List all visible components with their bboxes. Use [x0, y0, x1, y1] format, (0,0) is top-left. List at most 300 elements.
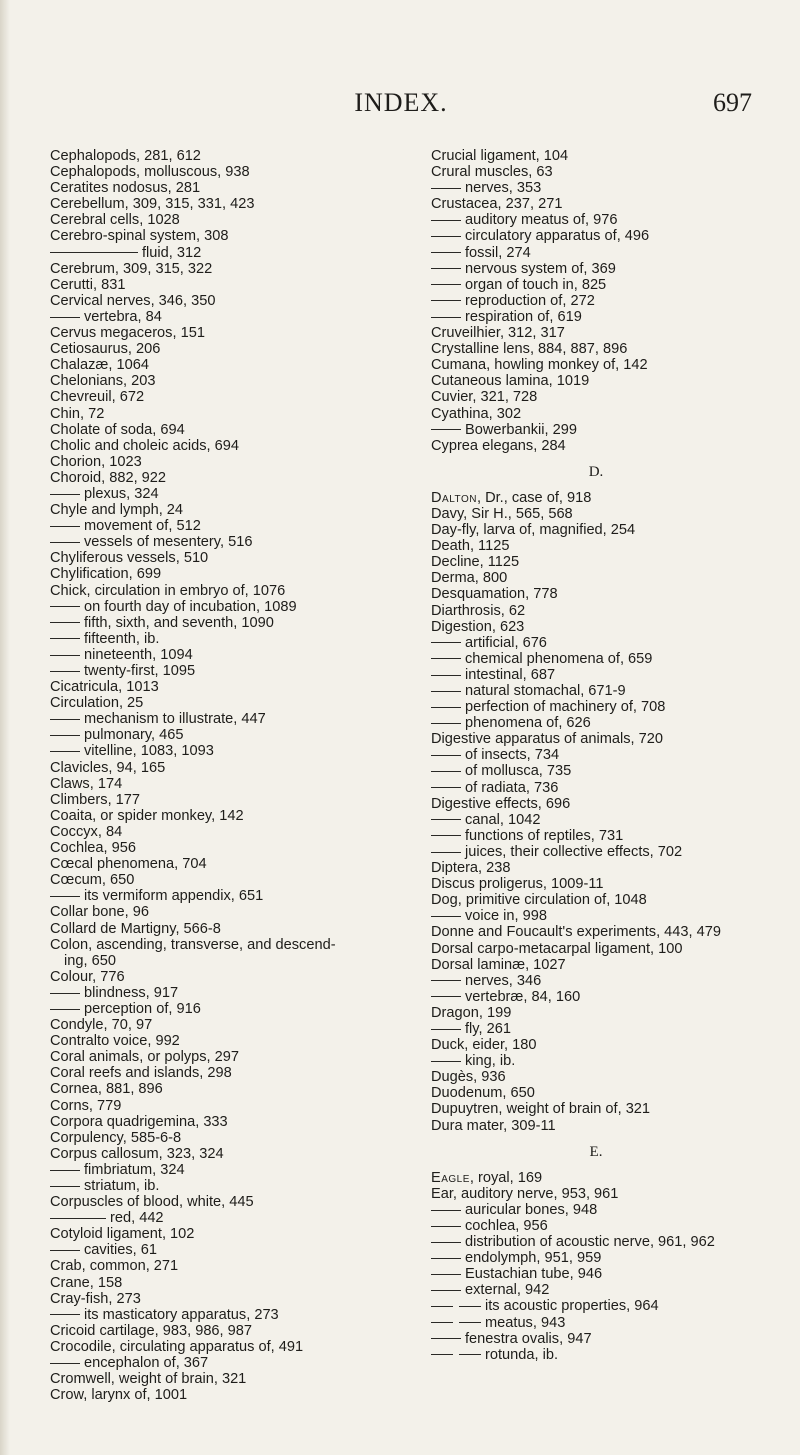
- index-entry: [50, 792, 430, 808]
- index-entry: [50, 1371, 430, 1387]
- index-subentry: [50, 1178, 430, 1194]
- index-entry: [431, 619, 761, 635]
- index-subentry: [431, 812, 761, 828]
- entry-text: its acoustic properties, 964: [485, 1298, 659, 1315]
- index-entry: [50, 1258, 430, 1274]
- index-entry: [50, 1065, 430, 1081]
- index-entry: [431, 586, 761, 602]
- entry-text: its masticatory apparatus, 273: [84, 1306, 279, 1323]
- ditto-dash: [431, 1322, 453, 1323]
- entry-text: intestinal, 687: [465, 666, 556, 683]
- entry-text: Cicatricula, 1013: [50, 679, 159, 696]
- index-entry: [50, 180, 430, 196]
- entry-text: Cyprea elegans, 284: [431, 437, 566, 454]
- entry-text: Donne and Foucault's experiments, 443, 479: [431, 924, 721, 941]
- ditto-dash: [431, 771, 461, 772]
- index-entry: [50, 341, 430, 357]
- index-subentry: [431, 683, 761, 699]
- entry-text: Cricoid cartilage, 983, 986, 987: [50, 1322, 253, 1339]
- entry-text: meatus, 943: [485, 1314, 566, 1331]
- entry-text: external, 942: [465, 1282, 550, 1299]
- index-entry: [50, 228, 430, 244]
- ditto-dash: [50, 1186, 80, 1187]
- entry-text: nineteenth, 1094: [84, 646, 193, 663]
- entry-text: Dragon, 199: [431, 1004, 512, 1021]
- index-entry: [50, 1114, 430, 1130]
- entry-text: Cervus megaceros, 151: [50, 325, 205, 342]
- index-entry: [50, 1081, 430, 1097]
- entry-text: auricular bones, 948: [465, 1201, 598, 1218]
- ditto-dash: [431, 819, 461, 820]
- entry-text: Clavicles, 94, 165: [50, 759, 166, 776]
- entry-text: blindness, 917: [84, 984, 179, 1001]
- entry-text: Crane, 158: [50, 1274, 123, 1291]
- entry-text: Crystalline lens, 884, 887, 896: [431, 341, 628, 358]
- index-entry: [431, 1037, 761, 1053]
- index-subentry: [431, 715, 761, 731]
- index-entry: [50, 1049, 430, 1065]
- entry-text: Crucial ligament, 104: [431, 148, 569, 164]
- index-subentry: [431, 309, 761, 325]
- entry-text: Diptera, 238: [431, 860, 511, 877]
- index-subentry: [431, 228, 761, 244]
- entry-text: Climbers, 177: [50, 791, 141, 808]
- entry-text: Chylification, 699: [50, 566, 162, 583]
- ditto-dash: [50, 993, 80, 994]
- entry-text: Cœcal phenomena, 704: [50, 856, 207, 873]
- index-entry: [50, 824, 430, 840]
- index-subentry: [431, 780, 761, 796]
- entry-text: of radiata, 736: [465, 779, 559, 796]
- ditto-dash: [431, 268, 461, 269]
- entry-headword: Dalton: [431, 489, 477, 506]
- entry-text: vitelline, 1083, 1093: [84, 743, 214, 760]
- index-entry: [50, 583, 430, 599]
- ditto-dash: [431, 188, 461, 189]
- entry-text: fenestra ovalis, 947: [465, 1330, 592, 1347]
- ditto-dash: [431, 1061, 461, 1062]
- ditto-dash: [50, 317, 80, 318]
- entry-text: circulatory apparatus of, 496: [465, 228, 650, 245]
- entry-text: Cerutti, 831: [50, 276, 126, 293]
- entry-text: Cuvier, 321, 728: [431, 389, 538, 406]
- entry-text: Chyle and lymph, 24: [50, 502, 184, 519]
- entry-text: chemical phenomena of, 659: [465, 650, 653, 667]
- ditto-dash: [50, 606, 80, 607]
- entry-text: Cyathina, 302: [431, 405, 522, 422]
- index-entry: [50, 212, 430, 228]
- entry-text: perfection of machinery of, 708: [465, 699, 666, 716]
- index-subentry: [50, 245, 430, 261]
- entry-text: of insects, 734: [465, 747, 560, 764]
- entry-text: reproduction of, 272: [465, 292, 595, 309]
- index-subentry: [50, 1307, 430, 1323]
- ditto-dash: [50, 896, 80, 897]
- index-subentry: [50, 711, 430, 727]
- entry-text: distribution of acoustic nerve, 961, 962: [465, 1234, 715, 1251]
- entry-text: Choroid, 882, 922: [50, 469, 167, 486]
- index-entry: [431, 1186, 761, 1202]
- index-entry: [50, 1033, 430, 1049]
- index-entry: [50, 502, 430, 518]
- ditto-dash: [431, 723, 461, 724]
- entry-text: Cerebro-spinal system, 308: [50, 228, 229, 245]
- index-entry: [50, 776, 430, 792]
- entry-text: Dugès, 936: [431, 1069, 506, 1086]
- index-entry: [50, 1194, 430, 1210]
- entry-text: Corpus callosum, 323, 324: [50, 1145, 224, 1162]
- index-entry: [431, 148, 761, 164]
- entry-text: fifth, sixth, and seventh, 1090: [84, 614, 274, 631]
- entry-text: Coral reefs and islands, 298: [50, 1065, 232, 1082]
- ditto-dash: [50, 1218, 106, 1219]
- entry-text: mechanism to illustrate, 447: [84, 711, 266, 728]
- entry-text: Condyle, 70, 97: [50, 1017, 153, 1034]
- entry-text: red, 442: [110, 1210, 164, 1227]
- entry-text: Digestive effects, 696: [431, 795, 571, 812]
- entry-text: Duodenum, 650: [431, 1085, 535, 1102]
- index-subentry: [50, 743, 430, 759]
- index-entry: [50, 1291, 430, 1307]
- entry-text: encephalon of, 367: [84, 1355, 209, 1372]
- entry-text: Cutaneous lamina, 1019: [431, 373, 590, 390]
- index-subentry: [431, 1266, 761, 1282]
- entry-text: Cervical nerves, 346, 350: [50, 292, 216, 309]
- entry-text: Chyliferous vessels, 510: [50, 550, 209, 567]
- index-entry: [50, 937, 430, 969]
- index-entry: [431, 357, 761, 373]
- entry-text: of mollusca, 735: [465, 763, 572, 780]
- entry-text: respiration of, 619: [465, 308, 582, 325]
- entry-text: Dupuytren, weight of brain of, 321: [431, 1101, 651, 1118]
- index-entry: [50, 1130, 430, 1146]
- ditto-dash: [431, 1306, 453, 1307]
- entry-text: Crustacea, 237, 271: [431, 196, 563, 213]
- ditto-dash: [431, 835, 461, 836]
- index-subentry: [431, 828, 761, 844]
- entry-text: nerves, 346: [465, 972, 542, 989]
- entry-continuation: ing, 650: [64, 952, 116, 969]
- index-subentry: [431, 989, 761, 1005]
- entry-text: Ceratites nodosus, 281: [50, 180, 201, 197]
- index-entry: [50, 389, 430, 405]
- index-subentry: [431, 908, 761, 924]
- index-entry: [50, 373, 430, 389]
- entry-text: fossil, 274: [465, 244, 531, 261]
- index-entry: [431, 341, 761, 357]
- entry-text: Derma, 800: [431, 570, 508, 587]
- index-entry: [431, 164, 761, 180]
- ditto-dash: [50, 622, 80, 623]
- index-subentry: [431, 651, 761, 667]
- entry-text: pulmonary, 465: [84, 727, 184, 744]
- ditto-dash: [431, 252, 461, 253]
- entry-text: Chalazæ, 1064: [50, 357, 149, 374]
- entry-text: Davy, Sir H., 565, 568: [431, 505, 573, 522]
- ditto-dash: [431, 429, 461, 430]
- index-entry: [431, 538, 761, 554]
- entry-text: Cochlea, 956: [50, 840, 137, 857]
- index-subentry: [431, 293, 761, 309]
- entry-text: Chelonians, 203: [50, 373, 156, 390]
- index-entry: [431, 490, 761, 506]
- entry-text: Chick, circulation in embryo of, 1076: [50, 582, 286, 599]
- entry-text: Chorion, 1023: [50, 453, 142, 470]
- entry-text: perception of, 916: [84, 1000, 201, 1017]
- ditto-dash: [431, 284, 461, 285]
- index-entry: [50, 550, 430, 566]
- entry-text: Collard de Martigny, 566-8: [50, 920, 221, 937]
- entry-text: Cray-fish, 273: [50, 1290, 141, 1307]
- ditto-dash: [50, 735, 80, 736]
- ditto-dash: [50, 494, 80, 495]
- entry-text: Corns, 779: [50, 1097, 122, 1114]
- entry-text: Death, 1125: [431, 538, 510, 555]
- index-entry: [431, 1069, 761, 1085]
- index-entry: [431, 1005, 761, 1021]
- entry-text: fifteenth, ib.: [84, 630, 160, 647]
- index-subentry: [50, 663, 430, 679]
- index-entry: [431, 796, 761, 812]
- entry-text: Duck, eider, 180: [431, 1037, 537, 1054]
- entry-text: Claws, 174: [50, 775, 123, 792]
- ditto-dash: [431, 916, 461, 917]
- entry-text: Digestion, 623: [431, 618, 525, 635]
- index-subentry: [50, 309, 430, 325]
- index-entry: [50, 148, 430, 164]
- ditto-dash: [431, 220, 461, 221]
- entry-text: Day-fly, larva of, magnified, 254: [431, 522, 636, 539]
- entry-text: vessels of mesentery, 516: [84, 534, 253, 551]
- index-entry: [50, 357, 430, 373]
- index-subentry: [431, 1234, 761, 1250]
- entry-text: movement of, 512: [84, 518, 201, 535]
- right-index-column: [431, 148, 761, 1363]
- index-entry: [431, 406, 761, 422]
- entry-text: Eustachian tube, 946: [465, 1266, 603, 1283]
- index-subentry: [431, 1053, 761, 1069]
- ditto-dash: [459, 1306, 481, 1307]
- index-entry: [50, 470, 430, 486]
- entry-text: Cholic and choleic acids, 694: [50, 437, 240, 454]
- index-subentry: [431, 212, 761, 228]
- entry-text: Cholate of soda, 694: [50, 421, 185, 438]
- ditto-dash: [431, 1242, 461, 1243]
- index-subentry: [431, 1021, 761, 1037]
- entry-text: Cruveilhier, 312, 317: [431, 325, 565, 342]
- entry-text: natural stomachal, 671-9: [465, 683, 626, 699]
- index-entry: [50, 261, 430, 277]
- index-entry: [431, 325, 761, 341]
- entry-text: Decline, 1125: [431, 554, 520, 571]
- index-entry: [50, 695, 430, 711]
- ditto-dash: [431, 300, 461, 301]
- index-entry: [431, 1101, 761, 1117]
- index-entry: [431, 1118, 761, 1134]
- entry-text: cochlea, 956: [465, 1218, 548, 1234]
- index-subentry: [50, 647, 430, 663]
- entry-text: Cerebellum, 309, 315, 331, 423: [50, 196, 255, 213]
- entry-text: rotunda, ib.: [485, 1346, 559, 1363]
- index-subentry: [50, 727, 430, 743]
- index-subentry: [50, 599, 430, 615]
- entry-text: Cephalopods, molluscous, 938: [50, 164, 250, 181]
- index-subentry: [431, 422, 761, 438]
- index-entry: [50, 856, 430, 872]
- page-header: [50, 88, 752, 128]
- index-entry: [431, 892, 761, 908]
- entry-text: Colon, ascending, transverse, and descend-: [50, 936, 336, 953]
- index-entry: [50, 1323, 430, 1339]
- ditto-dash: [431, 1258, 461, 1259]
- index-subentry: [50, 631, 430, 647]
- index-entry: [50, 1017, 430, 1033]
- entry-text: phenomena of, 626: [465, 715, 591, 732]
- entry-text: Digestive apparatus of animals, 720: [431, 731, 664, 748]
- entry-text: its vermiform appendix, 651: [84, 888, 264, 905]
- entry-text: juices, their collective effects, 702: [465, 843, 683, 860]
- index-subentry: [431, 635, 761, 651]
- entry-text: Cephalopods, 281, 612: [50, 148, 201, 164]
- ditto-dash: [431, 691, 461, 692]
- entry-text: Corpora quadrigemina, 333: [50, 1113, 228, 1130]
- index-subentry: [50, 1242, 430, 1258]
- index-entry: [50, 1275, 430, 1291]
- ditto-dash: [50, 671, 80, 672]
- entry-text: Cotyloid ligament, 102: [50, 1226, 195, 1243]
- index-entry: [431, 373, 761, 389]
- index-entry: [50, 1387, 430, 1403]
- entry-text: Cerebral cells, 1028: [50, 212, 180, 229]
- entry-text: cavities, 61: [84, 1242, 158, 1259]
- entry-text: organ of touch in, 825: [465, 276, 607, 293]
- index-subentry: [431, 973, 761, 989]
- index-subentry: [431, 180, 761, 196]
- index-entry: [431, 438, 761, 454]
- index-subentry: [50, 1355, 430, 1371]
- index-subentry: [431, 763, 761, 779]
- ditto-dash: [431, 1029, 461, 1030]
- entry-text: Crocodile, circulating apparatus of, 491: [50, 1338, 304, 1355]
- index-entry: [431, 941, 761, 957]
- ditto-dash: [50, 719, 80, 720]
- index-subentry: [431, 1347, 761, 1363]
- index-subentry: [431, 277, 761, 293]
- ditto-dash: [50, 1170, 80, 1171]
- entry-text: fimbriatum, 324: [84, 1161, 185, 1178]
- entry-text: Coccyx, 84: [50, 823, 123, 840]
- index-subentry: [431, 1202, 761, 1218]
- index-entry: [50, 1226, 430, 1242]
- ditto-dash: [431, 317, 461, 318]
- ditto-dash: [431, 1354, 453, 1355]
- entry-text: voice in, 998: [465, 908, 547, 925]
- ditto-dash: [50, 1250, 80, 1251]
- entry-text: Cerebrum, 309, 315, 322: [50, 260, 213, 277]
- entry-text: Dura mater, 309-11: [431, 1117, 556, 1134]
- index-subentry: [50, 534, 430, 550]
- ditto-dash: [50, 638, 80, 639]
- ditto-dash: [50, 1314, 80, 1315]
- index-subentry: [50, 615, 430, 631]
- ditto-dash: [431, 996, 461, 997]
- index-subentry: [50, 486, 430, 502]
- entry-text: Contralto voice, 992: [50, 1033, 180, 1050]
- entry-text: canal, 1042: [465, 811, 541, 828]
- ditto-dash: [50, 526, 80, 527]
- index-entry: [431, 1170, 761, 1186]
- section-letter: D.: [588, 463, 604, 480]
- entry-text: Corpulency, 585-6-8: [50, 1129, 182, 1146]
- ditto-dash: [50, 751, 80, 752]
- entry-text: , royal, 169: [469, 1169, 543, 1186]
- index-subentry: [431, 1331, 761, 1347]
- index-entry: [431, 554, 761, 570]
- index-entry: [50, 196, 430, 212]
- index-entry: [431, 389, 761, 405]
- entry-text: auditory meatus of, 976: [465, 212, 618, 229]
- ditto-dash: [431, 658, 461, 659]
- entry-text: Bowerbankii, 299: [465, 421, 577, 438]
- entry-text: Ear, auditory nerve, 953, 961: [431, 1185, 619, 1202]
- entry-text: Dorsal laminæ, 1027: [431, 956, 566, 973]
- entry-text: Crural muscles, 63: [431, 164, 553, 181]
- index-entry: [50, 438, 430, 454]
- entry-text: Cromwell, weight of brain, 321: [50, 1371, 247, 1388]
- index-subentry: [431, 1250, 761, 1266]
- index-entry: [50, 293, 430, 309]
- index-entry: [431, 603, 761, 619]
- entry-text: Chevreuil, 672: [50, 389, 145, 406]
- ditto-dash: [50, 542, 80, 543]
- index-entry: [431, 924, 761, 940]
- entry-text: Dog, primitive circulation of, 1048: [431, 892, 647, 909]
- index-entry: [50, 325, 430, 341]
- ditto-dash: [431, 1338, 461, 1339]
- entry-text: Coral animals, or polyps, 297: [50, 1049, 239, 1066]
- index-subentry: [431, 667, 761, 683]
- entry-text: nerves, 353: [465, 180, 542, 197]
- index-subentry: [431, 1282, 761, 1298]
- ditto-dash: [50, 252, 138, 253]
- index-subentry: [431, 1298, 761, 1314]
- ditto-dash: [50, 1363, 80, 1364]
- index-entry: [50, 808, 430, 824]
- entry-text: Discus proligerus, 1009-11: [431, 876, 604, 893]
- entry-headword: Eagle: [431, 1169, 470, 1186]
- ditto-dash: [431, 980, 461, 981]
- entry-text: Corpuscles of blood, white, 445: [50, 1194, 254, 1211]
- entry-text: Collar bone, 96: [50, 904, 149, 921]
- ditto-dash: [459, 1322, 481, 1323]
- index-entry: [50, 1146, 430, 1162]
- index-entry: [431, 860, 761, 876]
- entry-text: Coaita, or spider monkey, 142: [50, 807, 244, 824]
- ditto-dash: [431, 852, 461, 853]
- entry-text: plexus, 324: [84, 485, 159, 502]
- index-entry: [50, 679, 430, 695]
- entry-text: Cumana, howling monkey of, 142: [431, 357, 648, 374]
- ditto-dash: [50, 655, 80, 656]
- entry-text: vertebra, 84: [84, 308, 162, 325]
- entry-text: Cetiosaurus, 206: [50, 341, 161, 358]
- index-entry: [50, 872, 430, 888]
- index-subentry: [431, 1315, 761, 1331]
- index-entry: [431, 570, 761, 586]
- ditto-dash: [431, 755, 461, 756]
- index-entry: [431, 876, 761, 892]
- entry-text: Dorsal carpo-metacarpal ligament, 100: [431, 940, 683, 957]
